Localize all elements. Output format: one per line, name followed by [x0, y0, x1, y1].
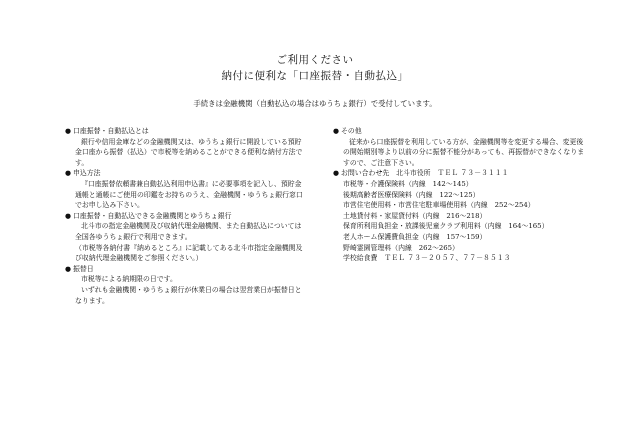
section-contact — [333, 168, 588, 263]
bullet-icon: ● — [333, 169, 340, 178]
contact-row: 市営住宅使用料・市営住宅駐車場使用料（内線 252～254） — [343, 201, 535, 210]
contact-row: 保育所利用負担金・放課後児童クラブ利用料（内線 164～165） — [343, 222, 549, 231]
bullet-icon: ● — [333, 127, 340, 135]
section-heading-text: 振替日 — [73, 264, 94, 273]
bullet-icon: ● — [65, 264, 72, 273]
main-office-phone — [389, 169, 508, 177]
section-body-line: 市税等による納期限の日です。 — [81, 275, 177, 284]
section-heading — [333, 168, 588, 179]
right-column — [333, 126, 588, 264]
section-heading — [65, 211, 307, 222]
main-office-text: 北斗市役所 ＴＥＬ ７３－３１１１ — [396, 169, 509, 178]
section-body: 北斗市の指定金融機関及び収納代理金融機関、また自動払込については全国各ゆうちょ銀行で利用できます。 — [75, 222, 302, 241]
section-heading — [65, 126, 307, 137]
contact-row: 後期高齢者医療保険料（内線 122～125） — [343, 190, 480, 199]
section-heading-text: 口座振替・自動払込とは — [73, 127, 149, 135]
section-body: 従来から口座振替を利用している方が、金融機関等を変更する場合、変更後の開始期別等より以前の分に振替不能分があっても、再振替ができなくなりますので、ご注意下さい。 — [343, 137, 585, 167]
section-apply — [65, 168, 307, 210]
contact-row: 野崎霊園管理料（内線 262～265） — [343, 243, 459, 252]
header-title: 納付に便利な「口座振替・自動払込」 — [221, 70, 409, 82]
section-heading — [333, 126, 588, 137]
section-body: 銀行や信用金庫などの金融機関又は、ゆうちょ銀行に開設している預貯金口座から振替（払込）で市税等を納めることができる便利な納付方法です。 — [75, 137, 303, 167]
bullet-icon: ● — [65, 211, 72, 220]
bullet-icon: ● — [65, 127, 72, 135]
section-about — [65, 126, 307, 168]
contact-row: 市税等・介護保険料（内線 142～145） — [343, 179, 473, 188]
section-other — [333, 126, 588, 168]
contact-row: 老人ホーム保護費負担金（内線 157～159） — [343, 232, 487, 241]
header-subtitle: 手続きは金融機関（自動払込の場合はゆうちょ銀行）で受付しています。 — [193, 99, 437, 108]
section-transfer-date — [65, 264, 307, 306]
section-note: （市税等各納付書『納めるところ』に記載してある北斗市指定金融機関及び収納代理金融機関をご参照ください。） — [75, 243, 303, 263]
section-body-line: いずれも金融機関・ゆうちょ銀行が休業日の場合は翌営業日が振替日となります。 — [75, 285, 302, 305]
section-heading-text: その他 — [341, 127, 362, 135]
section-institutions — [65, 211, 307, 264]
contact-row: 土地貸付料・家屋貸付料（内線 216～218） — [343, 211, 487, 220]
section-heading — [65, 168, 307, 179]
section-heading-text: お問い合わせ先 — [341, 169, 390, 178]
left-column — [65, 126, 307, 306]
section-heading-text: 申込方法 — [73, 169, 101, 178]
contact-row: 学校給食費 ＴＥＬ ７３－２０５７、７７－８５１３ — [343, 254, 511, 263]
section-heading-text: 口座振替・自動払込できる金融機関とゆうちょ銀行 — [73, 211, 232, 220]
header-line-1: ご利用ください — [276, 54, 354, 66]
section-heading — [65, 264, 307, 275]
bullet-icon: ● — [65, 169, 72, 178]
section-body: 『口座振替依頼書兼自動払込利用申込書』に必要事項を記入し、預貯金通帳と通帳にご使用の印鑑をお持ちのうえ、金融機関・ゆうちょ銀行窓口でお申し込み下さい。 — [75, 179, 303, 210]
